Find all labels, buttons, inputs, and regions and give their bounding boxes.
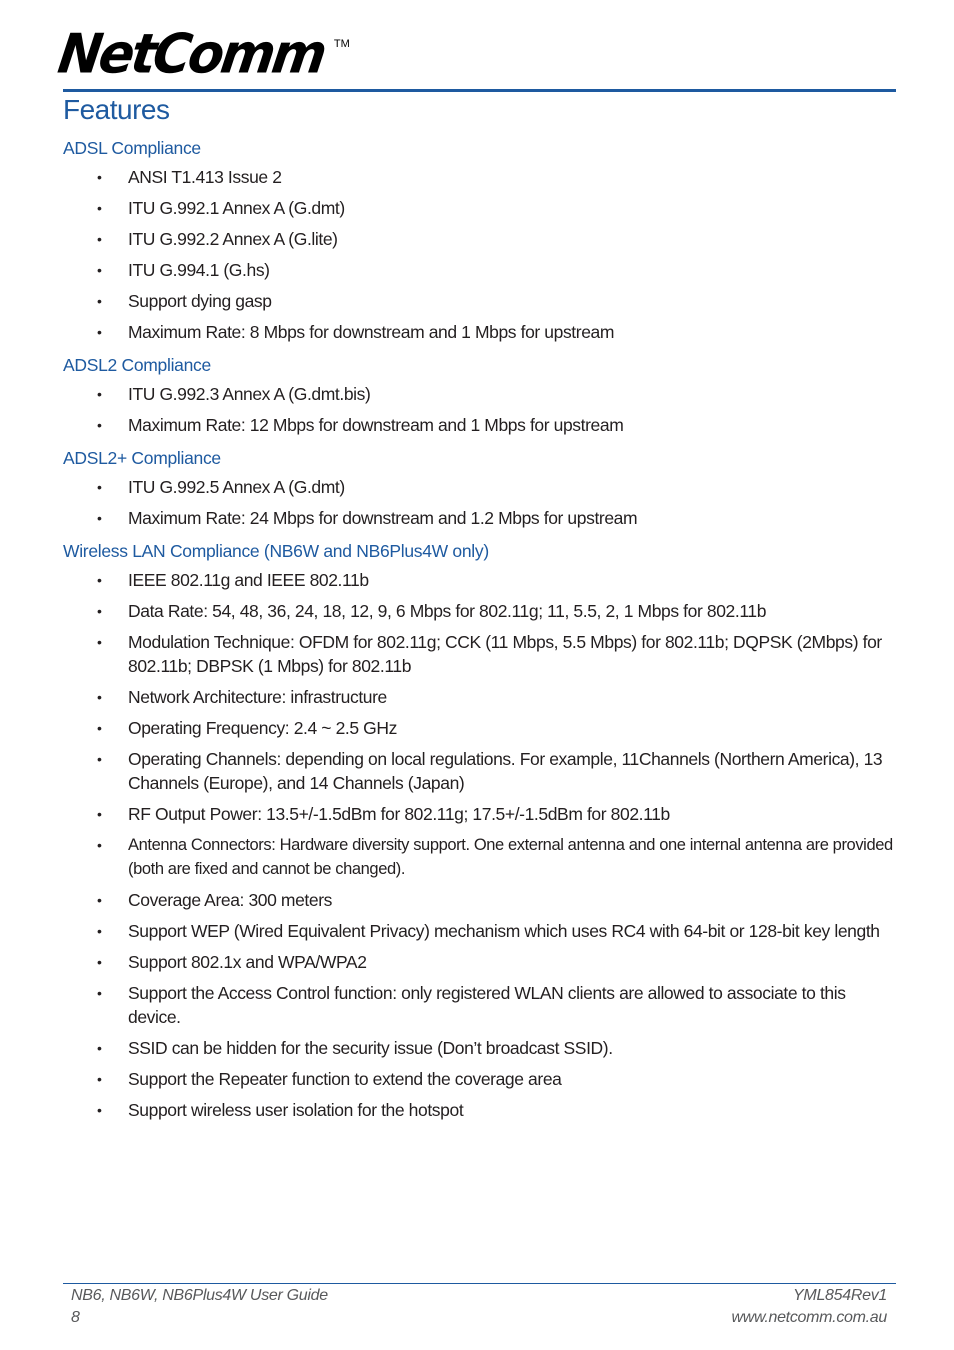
list-item (63, 165, 893, 189)
footer-doc-code: YML854Rev1 (793, 1287, 887, 1304)
list-item-text: ITU G.992.1 Annex A (G.dmt) (128, 198, 345, 218)
bullet-icon: • (97, 200, 102, 216)
list-item (63, 802, 893, 826)
list-item (63, 1067, 893, 1091)
list-item-text: Maximum Rate: 8 Mbps for downstream and 1 Mbps for upstream (128, 322, 615, 342)
list-item-text: Modulation Technique: OFDM for 802.11g; CCK (11 Mbps, 5.5 Mbps) for 802.11b; DQPSK (2Mbps) for 802.11b; DBPSK (1 Mbps) for 802.11b (128, 632, 882, 676)
bullet-icon: • (97, 169, 102, 185)
list-item (63, 833, 893, 881)
list-item-text: Support the Repeater function to extend the coverage area (128, 1069, 562, 1089)
section-adsl (63, 134, 893, 344)
bullet-icon: • (97, 603, 102, 619)
bullet-list (63, 475, 893, 530)
list-item-text: Maximum Rate: 24 Mbps for downstream and 1.2 Mbps for upstream (128, 508, 638, 528)
list-item-text: Coverage Area: 300 meters (128, 890, 333, 910)
bullet-icon: • (97, 689, 102, 705)
footer-guide-title: NB6, NB6W, NB6Plus4W User Guide (71, 1287, 328, 1304)
list-item-text: Network Architecture: infrastructure (128, 687, 387, 707)
bullet-icon: • (97, 510, 102, 526)
section-heading: ADSL2 Compliance (63, 355, 211, 375)
list-item (63, 888, 893, 912)
footer-website-link[interactable]: www.netcomm.com.au (731, 1309, 887, 1326)
list-item-text: ITU G.994.1 (G.hs) (128, 260, 270, 280)
list-item (63, 506, 893, 530)
list-item-text: Operating Channels: depending on local regulations. For example, 11Channels (Northern America), 13 Channels (Europe), and 14 Channels (Japan) (128, 749, 883, 793)
list-item (63, 227, 893, 251)
bullet-icon: • (97, 923, 102, 939)
list-item-text: Support wireless user isolation for the hotspot (128, 1100, 464, 1120)
section-heading: ADSL Compliance (63, 138, 201, 158)
list-item-text: ITU G.992.5 Annex A (G.dmt) (128, 477, 345, 497)
list-item (63, 685, 893, 709)
bullet-icon: • (97, 479, 102, 495)
logo-trademark: TM (333, 38, 350, 50)
list-item (63, 258, 893, 282)
list-item-text: Maximum Rate: 12 Mbps for downstream and 1 Mbps for upstream (128, 415, 624, 435)
bullet-list (63, 568, 893, 1122)
list-item (63, 716, 893, 740)
bullet-icon: • (97, 751, 102, 767)
footer-left (71, 1285, 328, 1329)
netcomm-logo (54, 22, 350, 86)
bullet-icon: • (97, 720, 102, 736)
list-item (63, 382, 893, 406)
list-item-text: Support the Access Control function: only registered WLAN clients are allowed to associate to this device. (128, 983, 846, 1027)
list-item (63, 630, 893, 678)
list-item-text: ITU G.992.2 Annex A (G.lite) (128, 229, 338, 249)
bullet-icon: • (97, 634, 102, 650)
list-item (63, 568, 893, 592)
bullet-icon: • (97, 985, 102, 1001)
list-item-text: SSID can be hidden for the security issue (Don’t broadcast SSID). (128, 1038, 613, 1058)
logo-wordmark: NetComm (54, 22, 329, 86)
footer-page-number: 8 (71, 1309, 80, 1326)
list-item (63, 950, 893, 974)
section-wireless-lan (63, 537, 893, 1122)
section-heading: Wireless LAN Compliance (NB6W and NB6Plus4W only) (63, 541, 489, 561)
page-title: Features (63, 94, 170, 125)
list-item-text: Data Rate: 54, 48, 36, 24, 18, 12, 9, 6 Mbps for 802.11g; 11, 5.5, 2, 1 Mbps for 802.11b (128, 601, 767, 621)
list-item (63, 1098, 893, 1122)
list-item-text: Support WEP (Wired Equivalent Privacy) mechanism which uses RC4 with 64-bit or 128-bit key length (128, 921, 880, 941)
footer-right (731, 1285, 887, 1329)
bullet-icon: • (97, 231, 102, 247)
list-item-text: Support dying gasp (128, 291, 272, 311)
list-item-text: RF Output Power: 13.5+/-1.5dBm for 802.11g; 17.5+/-1.5dBm for 802.11b (128, 804, 670, 824)
bullet-icon: • (97, 293, 102, 309)
list-item (63, 289, 893, 313)
bullet-icon: • (97, 837, 102, 853)
bullet-icon: • (97, 1040, 102, 1056)
section-heading: ADSL2+ Compliance (63, 448, 221, 468)
bullet-icon: • (97, 892, 102, 908)
bullet-icon: • (97, 572, 102, 588)
bullet-list (63, 165, 893, 344)
list-item (63, 320, 893, 344)
list-item (63, 919, 893, 943)
bullet-icon: • (97, 324, 102, 340)
list-item-text: Support 802.1x and WPA/WPA2 (128, 952, 367, 972)
list-item-text: IEEE 802.11g and IEEE 802.11b (128, 570, 369, 590)
header-divider (63, 89, 896, 92)
features-content (63, 134, 893, 1129)
list-item (63, 475, 893, 499)
bullet-list (63, 382, 893, 437)
list-item (63, 599, 893, 623)
section-adsl2 (63, 351, 893, 437)
list-item-text: Operating Frequency: 2.4 ~ 2.5 GHz (128, 718, 397, 738)
list-item-text: ITU G.992.3 Annex A (G.dmt.bis) (128, 384, 371, 404)
bullet-icon: • (97, 1071, 102, 1087)
bullet-icon: • (97, 262, 102, 278)
bullet-icon: • (97, 954, 102, 970)
bullet-icon: • (97, 806, 102, 822)
section-adsl2-plus (63, 444, 893, 530)
list-item (63, 981, 893, 1029)
list-item (63, 1036, 893, 1060)
footer-divider (63, 1283, 896, 1284)
bullet-icon: • (97, 1102, 102, 1118)
bullet-icon: • (97, 417, 102, 433)
list-item (63, 747, 893, 795)
bullet-icon: • (97, 386, 102, 402)
list-item (63, 196, 893, 220)
list-item-text: Antenna Connectors: Hardware diversity support. One external antenna and one internal antenna are provided (both are fixed and cannot be changed). (128, 836, 893, 878)
list-item-text: ANSI T1.413 Issue 2 (128, 167, 282, 187)
list-item (63, 413, 893, 437)
